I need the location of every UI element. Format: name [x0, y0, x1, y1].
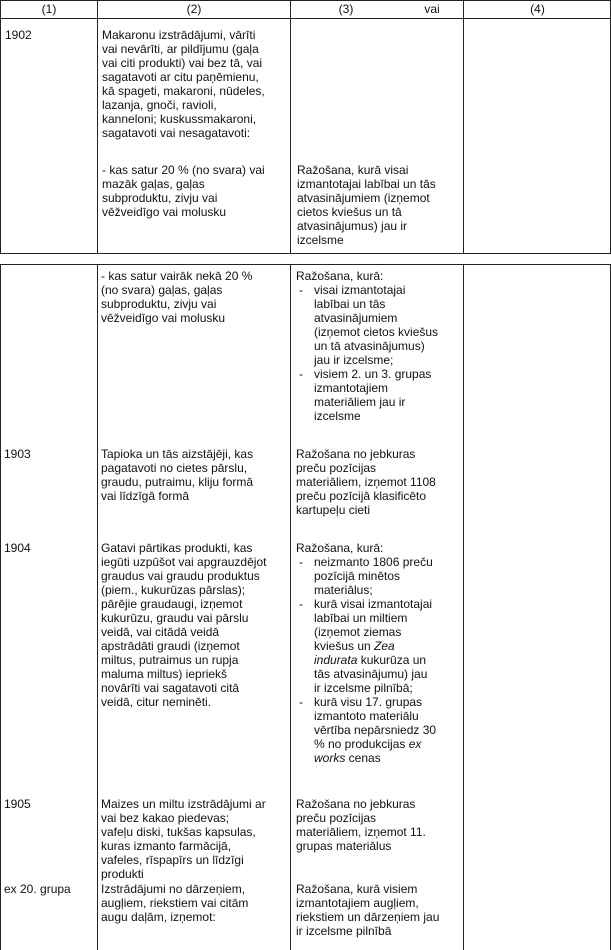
rule-intro-1904: Ražošana, kurā:	[296, 541, 384, 555]
rule-1905: Ražošana no jebkuras preču pozīcijas materiāliem, izņemot 11. grupas materiālus	[296, 797, 426, 853]
rule-intro-1902: Ražošana, kurā:	[296, 269, 384, 283]
heading-code-1904: 1904	[4, 541, 31, 555]
list-item	[296, 597, 461, 695]
header-col-2: (2)	[186, 2, 202, 16]
rule-text: kukurūza un tās atvasinājumu) jau ir izcelsme pilnībā;	[314, 653, 428, 695]
description-1905: Maizes un miltu izstrādājumi ar vai bez kakao piedevas; vafeļu diski, tukšas kapsulas, kuras izmanto farmācijā, vafeles, rīspapīrs un līdzīgi produkti	[101, 797, 266, 881]
description-1902-over-20: - kas satur vairāk nekā 20 % (no svara) gaļas, gaļas subproduktu, zivju vai vēžveidīgo vai molusku	[101, 269, 253, 325]
rule-text: kurā visu 17. grupas izmantoto materiālu vērtība nepārsniedz 30 % no produkcijas	[314, 695, 437, 751]
rule-ex20: Ražošana, kurā visiem izmantotajiem augļiem, riekstiem un dārzeņiem jau ir izcelsme pilnībā	[296, 882, 440, 938]
heading-code-1903: 1903	[4, 447, 31, 461]
list-item: - visiem 2. un 3. grupas izmantotajiem materiāliem jau ir izcelsme	[296, 367, 461, 423]
header-col-4: (4)	[530, 2, 545, 16]
description-1902-sub: - kas satur 20 % (no svara) vai mazāk gaļas, gaļas subproduktu, zivju vai vēžveidīgo vai molusku	[102, 163, 265, 219]
list-item: - neizmanto 1806 preču pozīcijā minētos materiālus;	[296, 555, 461, 597]
rule-text: cenas	[345, 751, 381, 765]
table-1	[0, 0, 611, 254]
list-item	[296, 695, 461, 765]
rule-list-1904	[296, 555, 461, 765]
description-ex20: Izstrādājumi no dārzeņiem, augļiem, riekstiem vai citām augu daļām, izņemot:	[101, 882, 249, 924]
description-1902: Makaronu izstrādājumi, vārīti vai nevārīti, ar pildījumu (gaļa vai citi produkti) vai bez tā, vai sagatavoti ar citu paņēmienu, kā spageti, makaroni, nūdeles, lazanja, gnoči, ravioli, kanneloni; kuskussmakaroni, sagatavoti vai nesagatavoti:	[102, 28, 265, 140]
list-item: - visai izmantotajai labībai un tās atvasinājumiem (izņemot cietos kviešus un tā atvasinājumus) jau ir izcelsme;	[296, 283, 461, 367]
heading-code-1902: 1902	[5, 28, 32, 42]
rule-1902-sub: Ražošana, kurā visai izmantotajai labībai un tās atvasinājumiem (izņemot cietos kviešus un tā atvasinājumus) jau ir izcelsme	[297, 163, 436, 247]
heading-code-1905: 1905	[4, 797, 31, 811]
rule-text: kurā visai izmantotajai labībai un miltiem (izņemot ziemas kviešus un	[314, 597, 433, 653]
rule-text-italic: Zea indurata	[314, 639, 395, 667]
rule-list-1902	[296, 283, 461, 423]
rule-text-italic: ex works	[314, 737, 422, 765]
header-col-1: (1)	[41, 2, 57, 16]
description-1904: Gatavi pārtikas produkti, kas iegūti uzpūšot vai apgrauzdējot graudus vai graudu produktus (piem., kukurūzas pārslas); pārējie graudaugi, izņemot kukurūzu, graudu vai pārslu veidā, vai citādā veidā apstrādāti graudi (izņemot miltus, putraimus un rupja maluma miltus) iepriekš novārīti vai sagatavoti citā veidā, citur neminēti.	[101, 541, 267, 709]
description-1903: Tapioka un tās aizstājēji, kas pagatavoti no cietes pārslu, graudu, putraimu, kliju formā vai līdzīgā formā	[101, 447, 254, 503]
heading-code-ex20: ex 20. grupa	[4, 882, 71, 896]
header-or: vai	[424, 2, 440, 16]
header-col-3: (3)	[338, 2, 354, 16]
rule-1903: Ražošana no jebkuras preču pozīcijas materiāliem, izņemot 1108 preču pozīcijā klasificēto kartupeļu cieti	[296, 447, 436, 517]
